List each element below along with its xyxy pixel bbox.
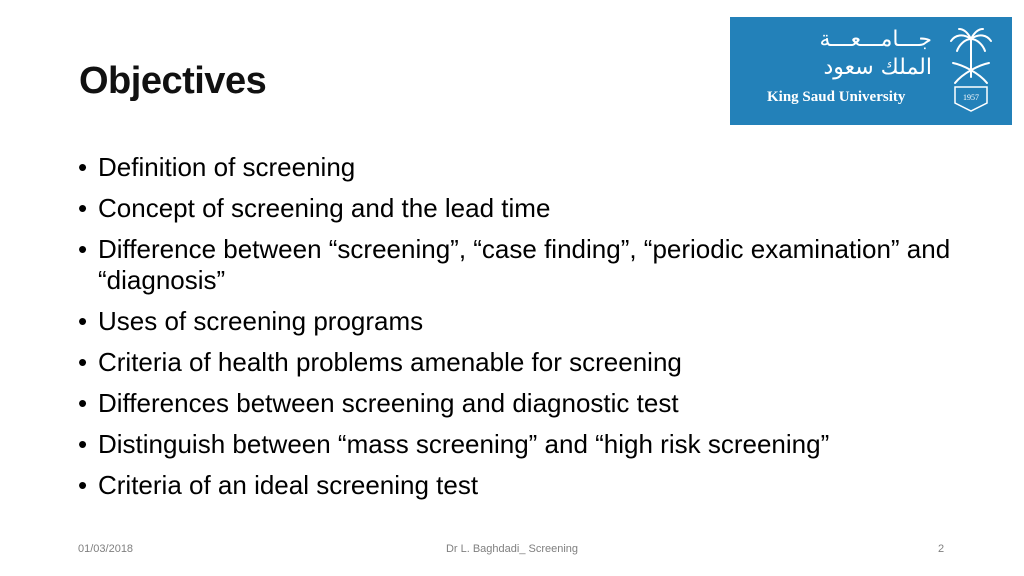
bullet-dot-icon: • (78, 152, 88, 182)
list-item (78, 193, 958, 224)
bullet-dot-icon: • (78, 429, 88, 459)
logo-arabic-line1: جـــامـــعـــة (819, 27, 932, 52)
list-item-text: Definition of screening (98, 152, 356, 182)
page-number: 2 (938, 543, 945, 555)
objectives-list (78, 152, 958, 511)
bullet-dot-icon: • (78, 470, 88, 500)
list-item (78, 429, 958, 460)
list-item-text: Distinguish between “mass screening” and “high risk screening” (98, 429, 830, 459)
footer-date: 01/03/2018 (78, 543, 134, 555)
list-item-text: Difference between “screening”, “case finding”, “periodic examination” and “diagnosis” (98, 234, 951, 295)
bullet-dot-icon: • (78, 193, 88, 223)
logo-arabic-line2: الملك سعود (823, 55, 932, 80)
slide-title: Objectives (79, 60, 267, 102)
bullet-dot-icon: • (78, 234, 88, 264)
list-item (78, 470, 958, 501)
list-item-text: Criteria of health problems amenable for screening (98, 347, 682, 377)
list-item-text: Differences between screening and diagnostic test (98, 388, 679, 418)
list-item (78, 152, 958, 183)
list-item-text: Uses of screening programs (98, 306, 424, 336)
list-item (78, 347, 958, 378)
list-item (78, 306, 958, 337)
footer-author: Dr L. Baghdadi_ Screening (445, 543, 579, 555)
bullet-dot-icon: • (78, 388, 88, 418)
bullet-dot-icon: • (78, 306, 88, 336)
list-item (78, 234, 958, 296)
university-logo (730, 17, 1012, 125)
palm-swords-emblem-icon (943, 25, 999, 115)
logo-english-name: King Saud University (767, 89, 906, 105)
bullet-dot-icon: • (78, 347, 88, 377)
logo-year: 1957 (963, 93, 979, 102)
list-item-text: Criteria of an ideal screening test (98, 470, 479, 500)
list-item-text: Concept of screening and the lead time (98, 193, 551, 223)
list-item (78, 388, 958, 419)
